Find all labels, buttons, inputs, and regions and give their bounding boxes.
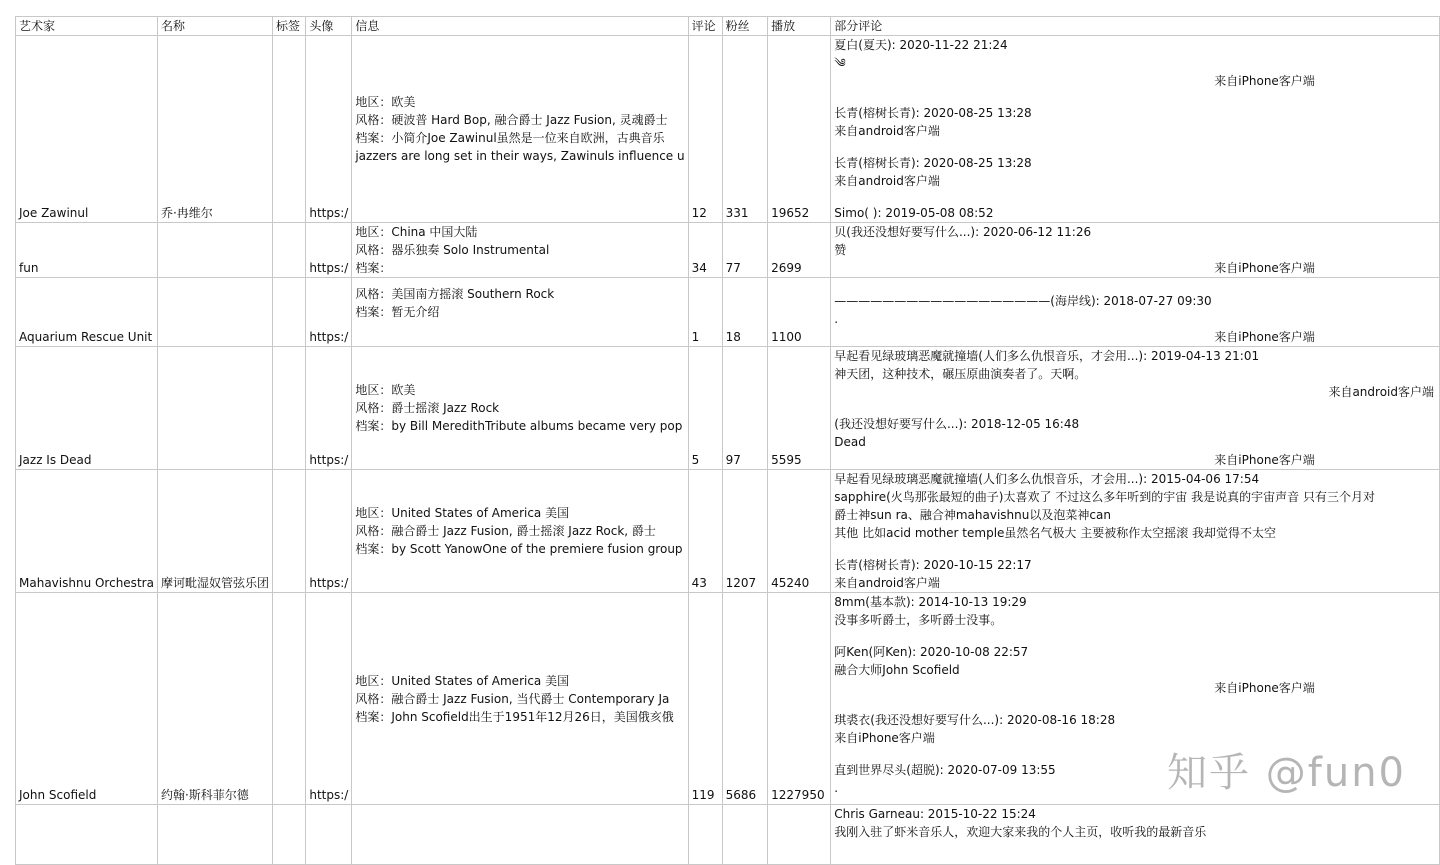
comment-line: 来自iPhone客户端 [1214,74,1315,88]
avatar-cell: https:/ [306,347,352,470]
comment-line: 长青(榕树长青): 2020-08-25 13:28 [834,156,1032,170]
info-line: 风格：融合爵士 Jazz Fusion, 爵士摇滚 Jazz Rock, 爵士 [355,524,656,538]
comment-line: 来自iPhone客户端 [1214,330,1315,344]
name-cell [157,223,272,278]
comments-cell [831,278,1440,347]
comment-count-cell: 12 [688,36,722,223]
column-header[interactable]: 信息 [352,17,688,36]
plays-cell: 45240 [768,470,831,593]
comments-cell [831,805,1440,865]
table-row [16,278,1440,347]
column-header[interactable]: 标签 [272,17,305,36]
column-header[interactable]: 播放 [768,17,831,36]
artist-table [15,16,1440,865]
artist-cell: John Scofield [16,593,158,805]
info-line: 档案：John Scofield出生于1951年12月26日，美国俄亥俄 [355,709,674,724]
comment-count-cell: 43 [688,470,722,593]
comment-line: . [834,781,839,795]
info-line: 档案：by Bill MeredithTribute albums became very pop [355,419,683,433]
comment-line: Chris Garneau: 2015-10-22 15:24 [834,807,1036,821]
avatar-cell: https:/ [306,593,352,805]
info-line: 档案：小简介Joe Zawinul虽然是一位来自欧洲，古典音乐 [355,131,665,145]
comment-line: 没事多听爵士，多听爵士没事。 [834,613,1003,627]
tag-cell [272,347,305,470]
info-cell [352,347,688,470]
tag-cell [272,223,305,278]
watermark: 知乎 @fun0 [1167,750,1406,796]
comment-line: Simo( ): 2019-05-08 08:52 [834,206,994,220]
avatar-cell [306,805,352,865]
comment-line: 来自android客户端 [834,124,940,138]
tag-cell [272,470,305,593]
comment-line: Dead [834,435,866,449]
name-cell [157,805,272,865]
comment-line: 来自android客户端 [834,174,940,188]
info-cell [352,593,688,805]
plays-cell: 1100 [768,278,831,347]
header-row [16,17,1440,36]
artist-cell [16,805,158,865]
info-line: 档案： [355,261,392,275]
comment-line: 来自iPhone客户端 [1214,453,1315,467]
comment-line: 长青(榕树长青): 2020-08-25 13:28 [834,106,1032,120]
info-line: 风格：器乐独奏 Solo Instrumental [355,243,550,257]
comment-line: 早起看见绿玻璃恶魔就撞墙(人们多么仇恨音乐，才会用...): 2015-04-06 17:54 [834,472,1260,486]
info-line: 风格：美国南方摇滚 Southern Rock [355,287,555,301]
comment-line: 来自android客户端 [834,576,940,590]
name-cell [157,347,272,470]
comments-cell [831,470,1440,593]
comment-line: ——————————————————(海岸线): 2018-07-27 09:30 [834,294,1212,308]
tag-cell [272,278,305,347]
comment-line: 8mm(基本款): 2014-10-13 19:29 [834,595,1027,609]
artist-cell: Jazz Is Dead [16,347,158,470]
artist-cell: Aquarium Rescue Unit [16,278,158,347]
info-cell [352,278,688,347]
info-cell [352,805,688,865]
info-line: 地区：China 中国大陆 [355,225,478,239]
name-cell: 乔·冉维尔 [157,36,272,223]
info-line: 风格：爵士摇滚 Jazz Rock [355,401,500,415]
fans-cell: 97 [722,347,768,470]
comment-line: 长青(榕树长青): 2020-10-15 22:17 [834,558,1032,572]
fans-cell: 331 [722,36,768,223]
comment-line: 来自iPhone客户端 [1214,261,1315,275]
comment-count-cell: 119 [688,593,722,805]
comment-count-cell: 34 [688,223,722,278]
comment-line: 赞 [834,243,847,257]
comment-count-cell: 5 [688,347,722,470]
tag-cell [272,593,305,805]
info-line [355,321,684,339]
info-line: 地区：United States of America 美国 [355,506,570,520]
info-line: 风格：硬波普 Hard Bop, 融合爵士 Jazz Fusion, 灵魂爵士 [355,113,668,127]
comment-line [834,542,1436,556]
artist-cell: Joe Zawinul [16,36,158,223]
info-line: 地区：欧美 [355,383,416,397]
column-header[interactable]: 评论 [688,17,722,36]
comment-line: 来自iPhone客户端 [834,731,935,745]
info-line: 档案：暂无介绍 [355,305,440,319]
fans-cell: 1207 [722,470,768,593]
comment-line: ༄ [834,56,846,70]
comment-line: 爵士神sun ra、融合神mahavishnu以及泡菜神can [834,508,1111,522]
plays-cell: 1227950 [768,593,831,805]
comments-cell [831,347,1440,470]
comment-line [834,190,1436,204]
column-header[interactable]: 名称 [157,17,272,36]
comment-line [834,401,1436,415]
avatar-cell: https:/ [306,36,352,223]
comment-line [834,697,1436,711]
column-header[interactable]: 头像 [306,17,352,36]
comment-line: 我刚入驻了虾米音乐人，欢迎大家来我的个人主页，收听我的最新音乐 [834,825,1207,839]
fans-cell: 77 [722,223,768,278]
comment-count-cell [688,805,722,865]
column-header[interactable]: 部分评论 [831,17,1440,36]
info-line: 档案：by Scott YanowOne of the premiere fusion group [355,542,683,556]
tag-cell [272,805,305,865]
comment-line: 琪裘衣(我还没想好要写什么...): 2020-08-16 18:28 [834,713,1116,727]
comment-line: 来自iPhone客户端 [1214,681,1315,695]
fans-cell [722,805,768,865]
info-line: 地区：United States of America 美国 [355,673,570,688]
fans-cell: 5686 [722,593,768,805]
comment-line: 神天团，这种技术，碾压原曲演奏者了。天啊。 [834,367,1087,381]
comments-cell [831,223,1440,278]
info-line: 地区：欧美 [355,95,416,109]
comment-line [834,140,1436,154]
comment-line: (我还没想好要写什么...): 2018-12-05 16:48 [834,417,1080,431]
name-cell: 约翰·斯科菲尔德 [157,593,272,805]
comment-line: 其他 比如acid mother temple虽然名气极大 主要被称作太空摇滚 我却觉得不太空 [834,526,1277,540]
comment-count-cell: 1 [688,278,722,347]
comment-line: 来自android客户端 [1328,385,1434,399]
name-cell [157,278,272,347]
info-cell [352,223,688,278]
comment-line: 夏白(夏天): 2020-11-22 21:24 [834,38,1008,52]
info-line: 风格：融合爵士 Jazz Fusion, 当代爵士 Contemporary Ja [355,691,670,706]
table-row [16,36,1440,223]
comment-line [834,278,1436,292]
plays-cell: 19652 [768,36,831,223]
info-cell [352,470,688,593]
fans-cell: 18 [722,278,768,347]
artist-cell: Mahavishnu Orchestra [16,470,158,593]
comments-cell [831,36,1440,223]
info-cell [352,36,688,223]
comment-line: 贝(我还没想好要写什么...): 2020-06-12 11:26 [834,225,1092,239]
avatar-cell: https:/ [306,223,352,278]
comment-line: 早起看见绿玻璃恶魔就撞墙(人们多么仇恨音乐，才会用...): 2019-04-13 21:01 [834,349,1260,363]
column-header[interactable]: 艺术家 [16,17,158,36]
comment-line: sapphire(火鸟那张最短的曲子)太喜欢了 不过这么多年听到的宇宙 我是说真的宇宙声音 只有三个月对 [834,490,1375,504]
plays-cell [768,805,831,865]
table-row [16,223,1440,278]
comment-line: 阿Ken(阿Ken): 2020-10-08 22:57 [834,645,1029,659]
column-header[interactable]: 粉丝 [722,17,768,36]
name-cell: 摩诃毗湿奴管弦乐团 [157,470,272,593]
avatar-cell: https:/ [306,470,352,593]
table-row [16,470,1440,593]
plays-cell: 2699 [768,223,831,278]
table-row [16,805,1440,865]
info-line: jazzers are long set in their ways, Zawinuls influence u [355,149,685,163]
comment-line: . [834,312,839,326]
comment-line: 融合大师John Scofield [834,663,960,677]
comment-line [834,629,1436,643]
table-row [16,347,1440,470]
avatar-cell: https:/ [306,278,352,347]
tag-cell [272,36,305,223]
plays-cell: 5595 [768,347,831,470]
artist-cell: fun [16,223,158,278]
comment-line: 直到世界尽头(超脱): 2020-07-09 13:55 [834,763,1056,777]
comment-line [834,90,1436,104]
